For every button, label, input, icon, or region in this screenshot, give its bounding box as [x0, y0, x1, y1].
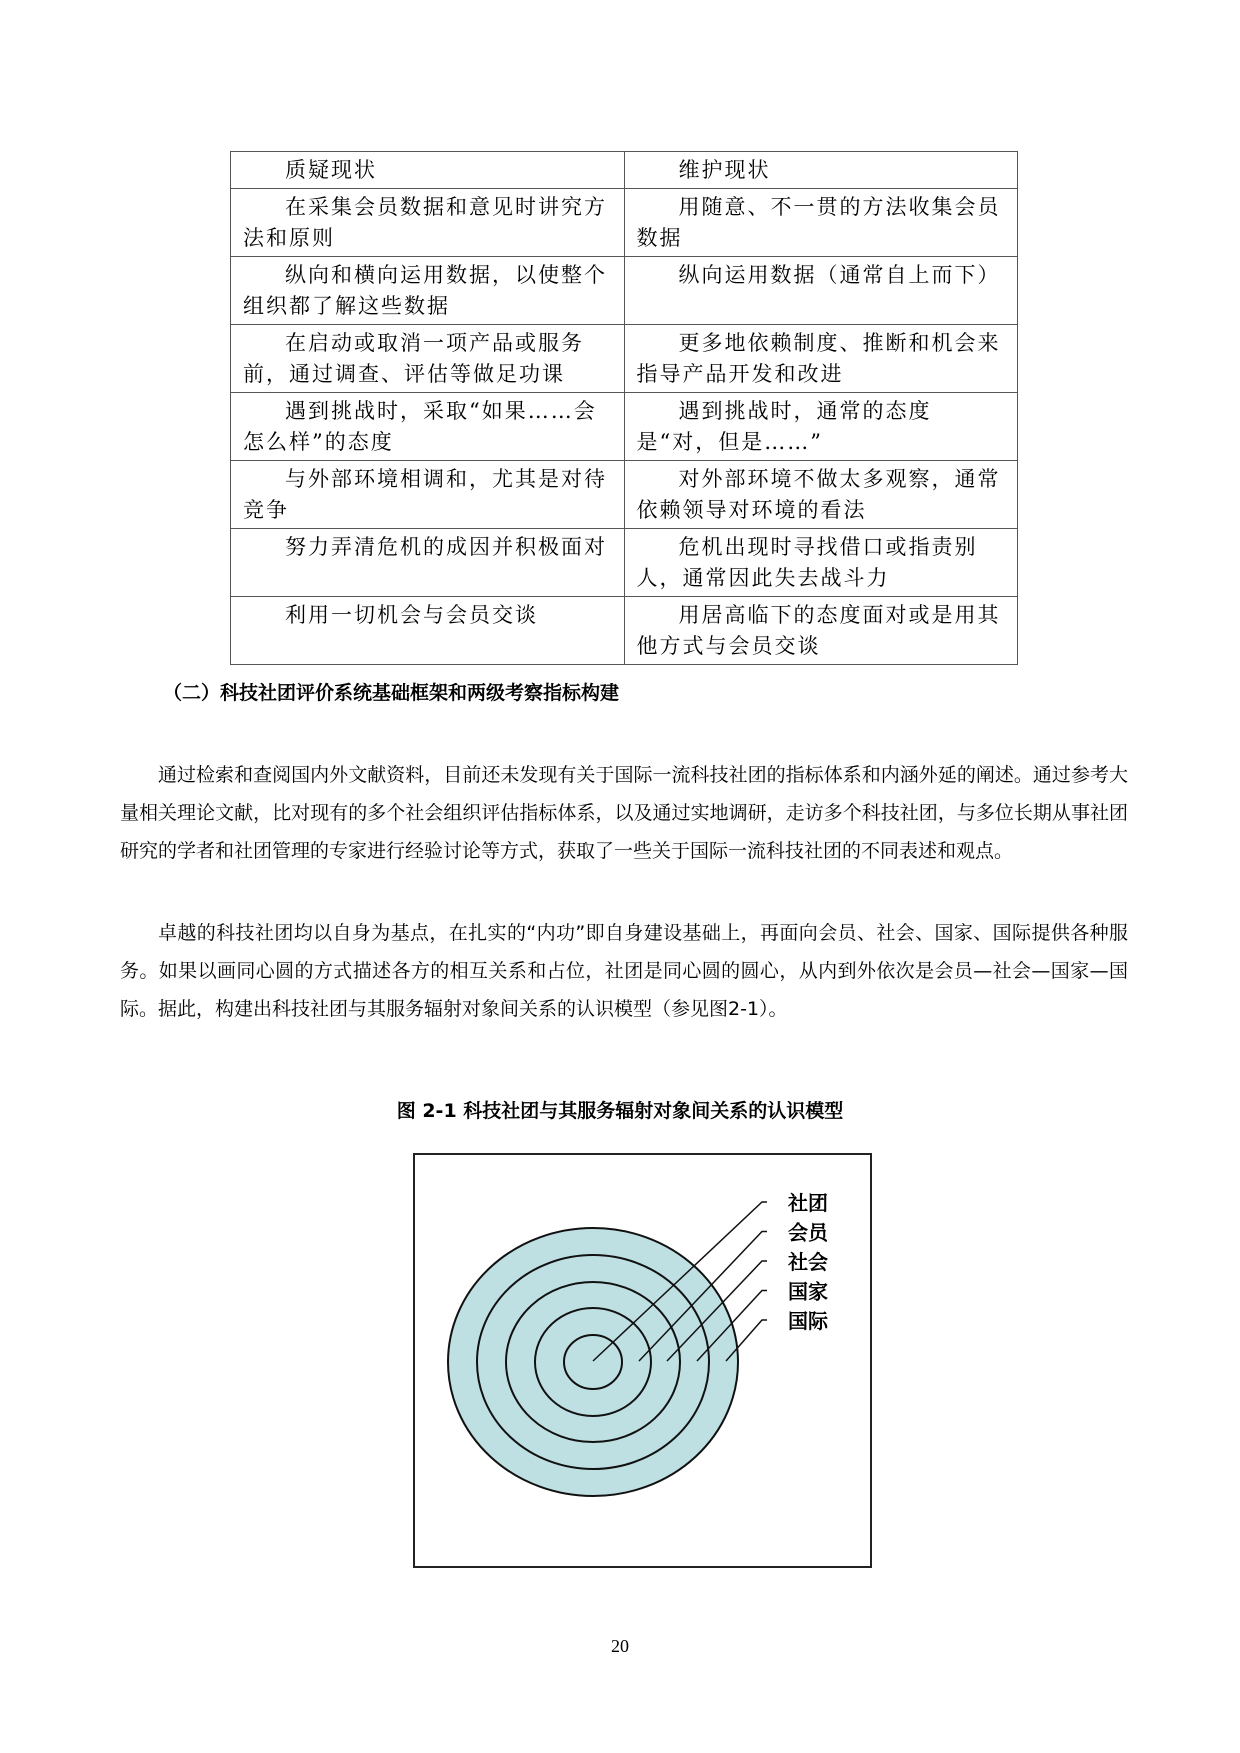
cell-text: 质疑现状	[285, 158, 377, 182]
cell-text: 纵向运用数据（通常自上而下）	[678, 263, 1001, 287]
ring-label: 国家	[788, 1279, 828, 1304]
paragraph-2: 卓越的科技社团均以自身为基点，在扎实的“内功”即自身建设基础上，再面向会员、社会、国家、国际提供各种服务。如果以画同心圆的方式描述各方的相互关系和占位，社团是同心圆的圆心，从内到外依次是会员—社会—国家—国际。据此，构建出科技社团与其服务辐射对象间关系的认识模型（参见图2-1）。	[120, 922, 1128, 1020]
paragraph-1: 通过检索和查阅国内外文献资料，目前还未发现有关于国际一流科技社团的指标体系和内涵外延的阐述。通过参考大量相关理论文献，比对现有的多个社会组织评估指标体系，以及通过实地调研，走访多个科技社团，与多位长期从事社团研究的学者和社团管理的专家进行经验讨论等方式，获取了一些关于国际一流科技社团的不同表述和观点。	[120, 764, 1128, 862]
cell-text: 维护现状	[678, 158, 771, 182]
page-number: 20	[611, 1636, 629, 1656]
ring-label: 会员	[788, 1220, 828, 1245]
cell-text: 与外部环境相调和，尤其是对待竞争	[243, 467, 607, 522]
cell-text: 更多地依赖制度、推断和机会来指导产品开发和改进	[636, 331, 1001, 386]
ring-label: 社团	[788, 1191, 828, 1215]
ring-0	[448, 1228, 738, 1496]
cell-text: 危机出现时寻找借口或指责别人，通常因此失去战斗力	[636, 535, 978, 590]
cell-text: 利用一切机会与会员交谈	[285, 603, 538, 627]
ring-label: 国际	[788, 1309, 828, 1333]
cell-text: 用随意、不一贯的方法收集会员数据	[636, 195, 1001, 250]
section-heading: （二）科技社团评价系统基础框架和两级考察指标构建	[163, 682, 620, 704]
cell-text: 用居高临下的态度面对或是用其他方式与会员交谈	[636, 603, 1001, 658]
figure-caption: 图 2-1 科技社团与其服务辐射对象间关系的认识模型	[396, 1100, 844, 1122]
ring-label: 社会	[788, 1250, 828, 1274]
cell-text: 对外部环境不做太多观察，通常依赖领导对环境的看法	[636, 467, 1001, 522]
cell-text: 遇到挑战时，采取“如果……会怎么样”的态度	[243, 399, 597, 454]
cell-text: 在采集会员数据和意见时讲究方法和原则	[243, 195, 607, 250]
cell-text: 遇到挑战时，通常的态度是“对，但是……”	[636, 399, 932, 454]
cell-text: 努力弄清危机的成因并积极面对	[285, 535, 607, 559]
cell-text: 纵向和横向运用数据，以使整个组织都了解这些数据	[243, 263, 607, 318]
cell-text: 在启动或取消一项产品或服务前，通过调查、评估等做足功课	[243, 331, 584, 386]
